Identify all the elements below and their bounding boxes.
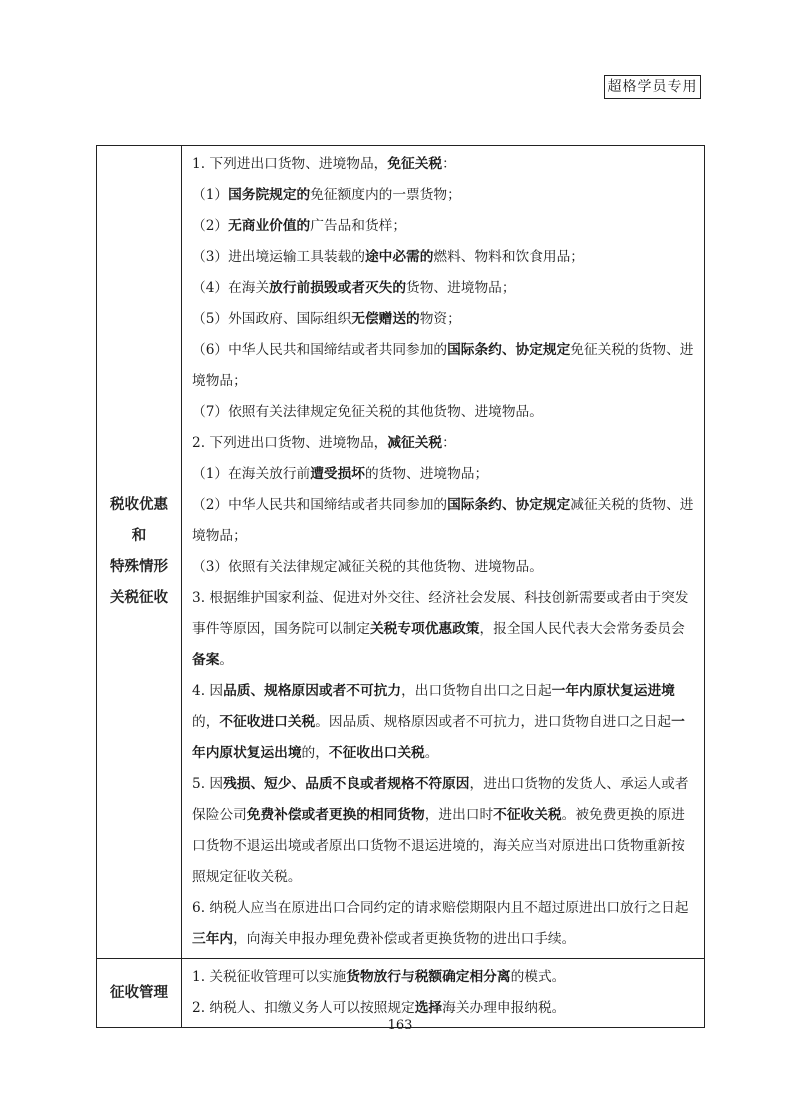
row-content — [182, 959, 704, 1027]
body-text: 的， — [301, 745, 329, 761]
table-row — [97, 146, 704, 958]
student-only-badge: 超格学员专用 — [604, 75, 701, 99]
body-text: ，报全国人民代表大会常务委员会 — [479, 621, 685, 637]
emphasis-text: 残损、短少、品质不良或者规格不符原因 — [223, 776, 470, 792]
emphasis-text: 遭受损坏 — [310, 466, 365, 482]
body-text: 4. 因 — [192, 683, 224, 699]
clause-paragraph — [192, 242, 696, 273]
body-text: 。因品质、规格原因或者不可抗力，进口货物自进口之日起 — [315, 714, 672, 730]
emphasis-text: 国际条约、协定规定 — [447, 497, 571, 513]
clause-paragraph — [192, 273, 696, 304]
emphasis-text: 免费补偿或者更换的相同货物 — [246, 807, 425, 823]
emphasis-text: 放行前损毁或者灭失的 — [269, 280, 407, 296]
emphasis-text: 三年内 — [192, 931, 234, 947]
body-text: （1） — [192, 187, 229, 203]
body-text: 减征关税的货物、进境物品； — [192, 497, 694, 544]
clause-paragraph — [192, 211, 696, 242]
body-text: ，向海关申报办理免费补偿或者更换货物的进出口手续。 — [233, 931, 576, 947]
body-text: （6）中华人民共和国缔结或者共同参加的 — [192, 342, 448, 358]
body-text: 的货物、进境物品； — [364, 466, 489, 482]
clause-paragraph — [192, 459, 696, 490]
page-number: 163 — [387, 1018, 413, 1033]
body-text: 。 — [219, 652, 234, 668]
content-table — [96, 145, 705, 1028]
emphasis-text: 一年内原状复运进境 — [551, 683, 675, 699]
clause-paragraph — [192, 180, 696, 211]
body-text: 的， — [192, 714, 220, 730]
clause-paragraph — [192, 428, 696, 459]
clause-paragraph — [192, 335, 696, 397]
body-text: 3. 根据维护国家利益、促进对外交往、经济社会发展、科技创新需要或者由于突发事件等原因，国务院可以制定 — [192, 590, 689, 637]
row-label-line: 特殊情形 — [110, 559, 168, 575]
body-text: 的模式。 — [510, 969, 566, 985]
emphasis-text: 无商业价值的 — [228, 218, 311, 234]
emphasis-text: 不征收出口关税 — [328, 745, 425, 761]
row-content — [182, 146, 704, 958]
emphasis-text: 品质、规格原因或者不可抗力 — [223, 683, 402, 699]
emphasis-text: 不征收关税 — [493, 807, 562, 823]
row-label-line: 税收优惠 — [110, 497, 168, 513]
body-text: 免征额度内的一票货物； — [310, 187, 461, 203]
body-text: 2. 下列进出口货物、进境物品， — [192, 435, 388, 451]
clause-paragraph — [192, 397, 696, 428]
body-text: 2. 纳税人、扣缴义务人可以按照规定 — [192, 1000, 415, 1016]
body-text: 货物、进境物品； — [406, 280, 516, 296]
body-text: 1. 下列进出口货物、进境物品， — [192, 156, 388, 172]
row-label-line: 关税征收 — [110, 590, 168, 606]
clause-paragraph — [192, 490, 696, 552]
emphasis-text: 减征关税 — [387, 435, 443, 451]
table-row — [97, 958, 704, 1027]
body-text: ，出口货物自出口之日起 — [401, 683, 552, 699]
emphasis-text: 备案 — [192, 652, 220, 668]
clause-paragraph — [192, 304, 696, 335]
body-text: 物资； — [419, 311, 461, 327]
row-label-line: 和 — [131, 528, 147, 544]
clause-paragraph — [192, 893, 696, 955]
emphasis-text: 国务院规定的 — [228, 187, 311, 203]
body-text: （1）在海关放行前 — [192, 466, 311, 482]
body-text: 。 — [424, 745, 439, 761]
body-text: 免征关税的货物、进境物品； — [192, 342, 694, 389]
body-text: 6. 纳税人应当在原进出口合同约定的请求赔偿期限内且不超过原进出口放行之日起 — [192, 900, 689, 916]
row-label — [97, 959, 182, 1027]
emphasis-text: 不征收进口关税 — [219, 714, 316, 730]
row-label-lines — [110, 978, 168, 1009]
body-text: （3）依照有关法律规定减征关税的其他货物、进境物品。 — [192, 559, 543, 575]
body-text: 燃料、物料和饮食用品； — [433, 249, 584, 265]
row-label-lines — [110, 490, 168, 614]
clause-paragraph — [192, 583, 696, 676]
emphasis-text: 途中必需的 — [364, 249, 434, 265]
body-text: （2） — [192, 218, 229, 234]
emphasis-text: 选择 — [414, 1000, 443, 1016]
body-text: （4）在海关 — [192, 280, 270, 296]
clause-paragraph — [192, 769, 696, 893]
body-text: ，进出口货物的发货人、承运人或者保险公司 — [192, 776, 689, 823]
clause-paragraph — [192, 552, 696, 583]
body-text: （5）外国政府、国际组织 — [192, 311, 352, 327]
body-text: ，进出口时 — [424, 807, 494, 823]
body-text: 海关办理申报纳税。 — [442, 1000, 566, 1016]
body-text: 。被免费更换的原进口货物不退运出境或者原出口货物不退运进境的，海关应当对原进出口货物重新按照规定征收关税。 — [192, 807, 685, 885]
row-label-line: 征收管理 — [110, 984, 168, 1001]
emphasis-text: 关税专项优惠政策 — [369, 621, 480, 637]
body-text: 广告品和货样； — [310, 218, 407, 234]
body-text: ： — [442, 156, 456, 172]
clause-paragraph — [192, 149, 696, 180]
emphasis-text: 一年内原状复运出境 — [192, 714, 685, 761]
emphasis-text: 无偿赠送的 — [351, 311, 420, 327]
row-label — [97, 146, 182, 958]
body-text: （3）进出境运输工具装载的 — [192, 249, 365, 265]
emphasis-text: 国际条约、协定规定 — [447, 342, 571, 358]
clause-paragraph — [192, 962, 696, 993]
body-text: 5. 因 — [192, 776, 224, 792]
emphasis-text: 货物放行与税额确定相分离 — [346, 969, 511, 985]
body-text: （2）中华人民共和国缔结或者共同参加的 — [192, 497, 448, 513]
body-text: ： — [442, 435, 456, 451]
body-text: 1. 关税征收管理可以实施 — [192, 969, 347, 985]
body-text: （7）依照有关法律规定免征关税的其他货物、进境物品。 — [192, 404, 543, 420]
emphasis-text: 免征关税 — [387, 156, 443, 172]
clause-paragraph — [192, 676, 696, 769]
